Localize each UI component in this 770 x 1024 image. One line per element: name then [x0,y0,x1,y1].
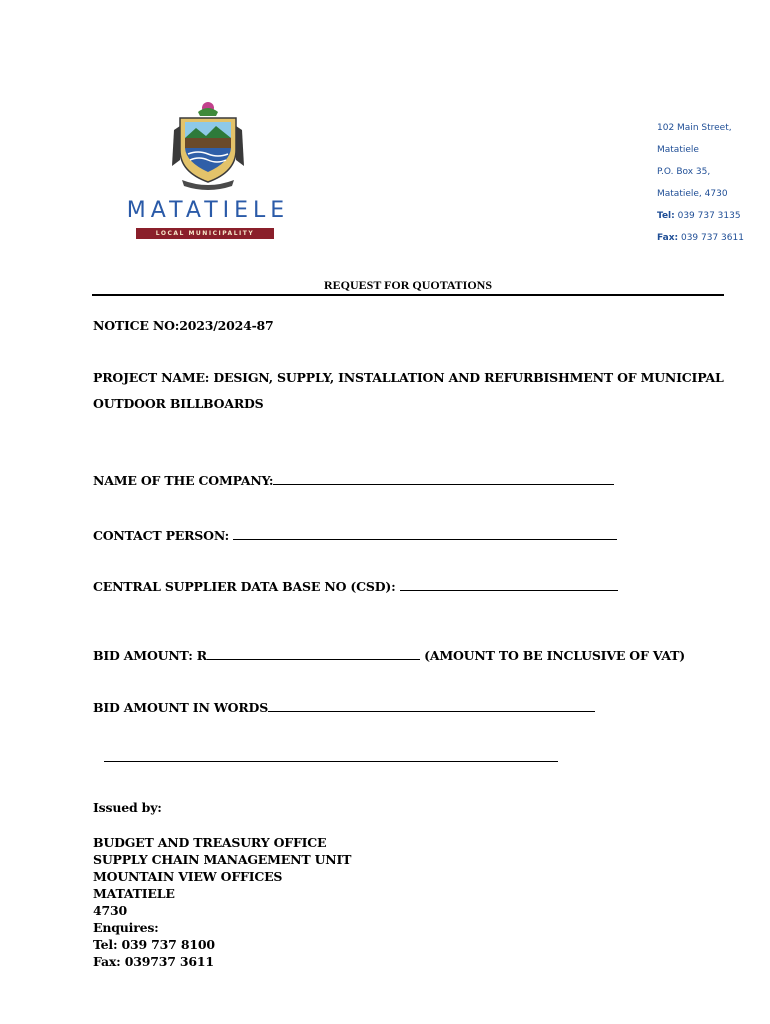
csd-field [93,577,618,594]
address-tel [657,208,767,230]
address-town: Matatiele [657,145,699,155]
municipal-crest-logo [168,100,248,190]
address-pobox: P.O. Box 35, [657,167,711,177]
issuer-line: 4730 [93,903,127,918]
fax-label: Fax: [657,233,679,243]
tel-label: Tel: [657,211,675,221]
address-fax [657,230,767,252]
issuer-line: BUDGET AND TREASURY OFFICE [93,835,327,850]
contact-person-field [93,526,617,543]
notice-number: NOTICE NO:2023/2024-87 [93,318,274,333]
issuer-line: Fax: 039737 3611 [93,954,214,969]
company-name-label: NAME OF THE COMPANY: [93,473,274,488]
logo-wordmark: MATATIELE [126,198,290,223]
issuer-line: MOUNTAIN VIEW OFFICES [93,869,283,884]
project-name-line1: PROJECT NAME: DESIGN, SUPPLY, INSTALLATION AND REFURBISHMENT OF MUNICIPAL [93,370,724,385]
csd-blank[interactable] [400,577,618,591]
company-name-field [93,471,614,488]
fax-value: 039 737 3611 [678,233,744,243]
contact-person-blank[interactable] [233,526,617,540]
issuer-details [93,834,351,970]
heading-underline [92,294,724,296]
address-postal: Matatiele, 4730 [657,189,728,199]
project-name-line2: OUTDOOR BILLBOARDS [93,396,264,411]
bid-amount-field [93,646,685,663]
bid-words-blank[interactable] [268,698,595,712]
bid-words-blank-line2[interactable] [104,761,558,762]
contact-person-label: CONTACT PERSON: [93,528,234,543]
bid-amount-blank[interactable] [207,646,420,660]
company-name-blank[interactable] [273,471,614,485]
issuer-line: Enquires: [93,920,159,935]
issuer-line: MATATIELE [93,886,175,901]
issuer-line: SUPPLY CHAIN MANAGEMENT UNIT [93,852,352,867]
bid-amount-label: BID AMOUNT: R [93,648,207,663]
issued-by-label: Issued by: [93,800,162,815]
bid-words-field [93,698,595,715]
document-title: REQUEST FOR QUOTATIONS [323,278,493,292]
bid-amount-note: (AMOUNT TO BE INCLUSIVE OF VAT) [419,648,685,663]
csd-label: CENTRAL SUPPLIER DATA BASE NO (CSD): [93,579,400,594]
bid-words-label: BID AMOUNT IN WORDS [93,700,269,715]
logo-ribbon-text: LOCAL MUNICIPALITY [136,228,274,239]
tel-value: 039 737 3135 [674,211,741,221]
address-block [657,120,767,252]
address-street: 102 Main Street, [657,123,732,133]
issuer-line: Tel: 039 737 8100 [93,937,215,952]
